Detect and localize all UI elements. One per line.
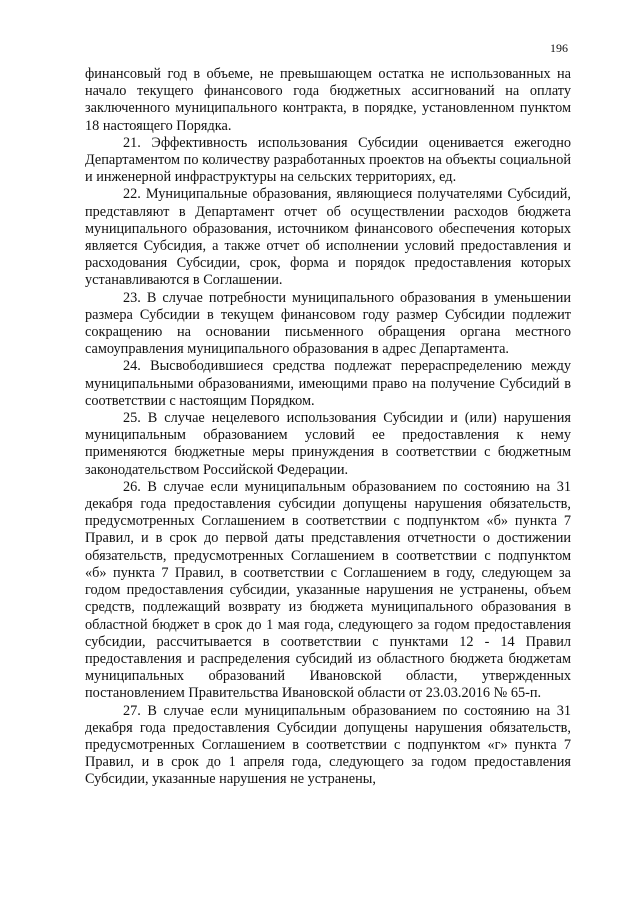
paragraph-23: 23. В случае потребности муниципального образования в уменьшении размера Субсидии в текущем финансовом году размер Субсидии подлежит сокращению на основании письменного обращения органа местного самоуправления муниципального образования в адрес Департамента. — [85, 289, 571, 358]
paragraph-22: 22. Муниципальные образования, являющиеся получателями Субсидий, представляют в Департамент отчет об осуществлении расходов бюджета муниципального образования, источником финансового обеспечения которых является Субсидия, а также отчет об исполнении условий предоставления и расходования Субсидии, срок, форма и порядок предоставления которых устанавливаются в Соглашении. — [85, 186, 571, 289]
paragraph-26: 26. В случае если муниципальным образованием по состоянию на 31 декабря года предоставления субсидии допущены нарушения обязательств, предусмотренных Соглашением в соответствии с подпунктом «б» пункта 7 Правил, и в срок до первой даты представления отчетности о достижении обязательств, предусмотренных Соглашением в соответствии с подпунктом «б» пункта 7 Правил, в соответствии с Соглашением в году, следующем за годом предоставления субсидии, указанные нарушения не устранены, объем средств, подлежащий возврату из бюджета муниципального образования в областной бюджет в срок до 1 мая года, следующего за годом предоставления субсидии, рассчитывается в соответствии с пунктами 12 - 14 Правил предоставления и распределения субсидий из областного бюджета бюджетам муниципальных образований Ивановской области, утвержденных постановлением Правительства Ивановской области от 23.03.2016 № 65-п. — [85, 478, 571, 702]
document-body — [85, 66, 571, 789]
paragraph-24: 24. Высвободившиеся средства подлежат перераспределению между муниципальными образованиями, имеющими право на получение Субсидий в соответствии с настоящим Порядком. — [85, 358, 571, 409]
paragraph-21: 21. Эффективность использования Субсидии оценивается ежегодно Департаментом по количеству разработанных проектов на объекты социальной и инженерной инфраструктуры на сельских территориях, ед. — [85, 134, 571, 186]
paragraph-continued: финансовый год в объеме, не превышающем остатка не использованных на начало текущего финансового года бюджетных ассигнований на оплату заключенного муниципального контракта, в порядке, установленном пунктом 18 настоящего Порядка. — [85, 66, 571, 134]
paragraph-25: 25. В случае нецелевого использования Субсидии и (или) нарушения муниципальным образованием условий ее предоставления к нему применяются бюджетные меры принуждения в соответствии с бюджетным законодательством Российской Федерации. — [85, 410, 571, 478]
page-number: 196 — [550, 41, 568, 55]
paragraph-27: 27. В случае если муниципальным образованием по состоянию на 31 декабря года предоставления Субсидии допущены нарушения обязательств, предусмотренных Соглашением в соответствии с подпунктом «г» пункта 7 Правил, и в срок до 1 апреля года, следующего за годом предоставления Субсидии, указанные нарушения не устранены, — [85, 702, 571, 788]
